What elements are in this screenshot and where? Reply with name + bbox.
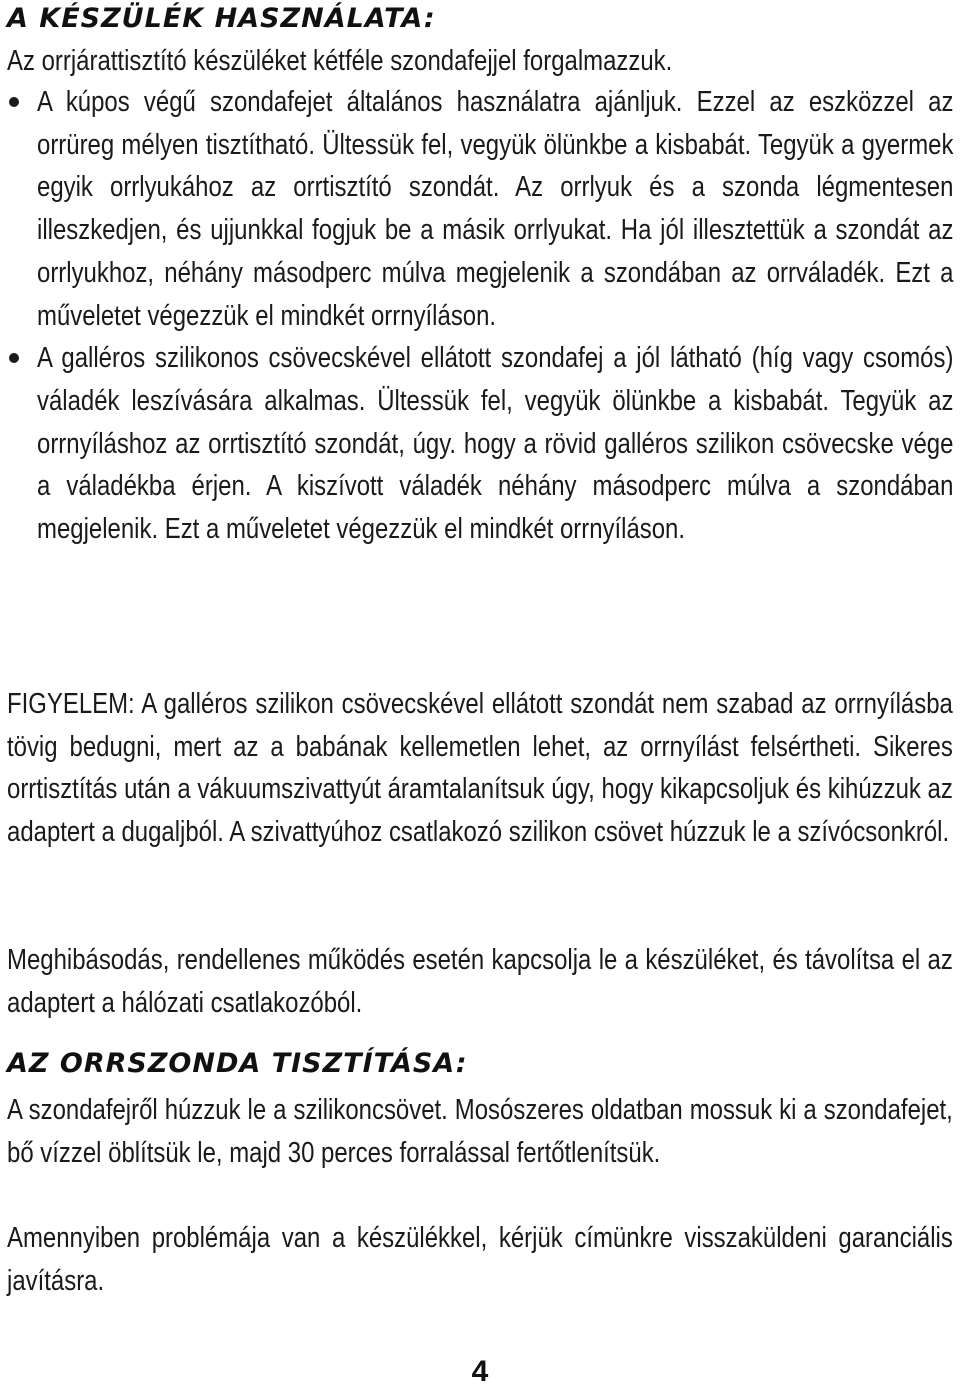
bullet-item-conical-probe [7,81,953,337]
usage-intro-block [7,40,953,83]
malfunction-text: Meghibásodás, rendellenes működés esetén kapcsolja le a készüléket, és távolítsa el az adaptert a hálózati csatlakozóból. [7,944,953,1019]
warning-block [7,683,953,854]
bullet-dot-icon [9,353,19,363]
cleaning-block [7,1089,953,1174]
return-note-block [7,1217,953,1302]
page-number: 4 [471,1355,489,1388]
malfunction-block [7,939,953,1024]
cleaning-heading: AZ ORRSZONDA TISZTÍTÁSA: [7,1048,468,1079]
usage-intro-text: Az orrjárattisztító készüléket kétféle szondafejjel forgalmazzuk. [7,45,673,77]
bullet-dot-icon [9,97,19,107]
bullet-item-collar-probe [7,337,953,551]
usage-heading: A KÉSZÜLÉK HASZNÁLATA: [7,3,436,34]
warning-text: FIGYELEM: A galléros szilikon csövecskével ellátott szondát nem szabad az orrnyílásba tövig bedugni, mert az a babának kellemetlen lehet, az orrnyílást felsértheti. Sikeres orrtisztítás után a vákuumszivattyút áramtalanítsuk úgy, hogy kikapcsoljuk és kihúzzuk az adaptert a dugaljból. A szivattyúhoz csatlakozó szilikon csövet húzzuk le a szívócsonkról. [7,688,953,849]
cleaning-text: A szondafejről húzzuk le a szilikoncsövet. Mosószeres oldatban mossuk ki a szondafejet, bő vízzel öblítsük le, majd 30 perces forralással fertőtlenítsük. [7,1094,953,1169]
bullet-text-collar-probe: A galléros szilikonos csövecskével ellátott szondafej a jól látható (híg vagy csomós) váladék leszívására alkalmas. Ültessük fel, vegyük ölünkbe a kisbabát. Tegyük az orrnyíláshoz az orrtisztító szondát, úgy. hogy a rövid galléros szilikon csövecske vége a váladékba érjen. A kiszívott váladék néhány másodperc múlva a szondában megjelenik. Ezt a műveletet végezzük el mindkét orrnyíláson. [37,342,954,546]
usage-bullet-list [7,81,953,551]
bullet-text-conical-probe: A kúpos végű szondafejet általános használatra ajánljuk. Ezzel az eszközzel az orrüreg mélyen tisztítható. Ültessük fel, vegyük ölünkbe a kisbabát. Tegyük a gyermek egyik orrlyukához az orrtisztító szondát. Az orrlyuk és a szonda légmentesen illeszkedjen, és ujjunkkal fogjuk be a másik orrlyukat. Ha jól illesztettük a szondát az orrlyukhoz, néhány másodperc múlva megjelenik a szondában az orrváladék. Ezt a műveletet végezzük el mindkét orrnyíláson. [37,86,954,332]
return-note-text: Amennyiben problémája van a készülékkel, kérjük címünkre visszaküldeni garanciális javításra. [7,1222,953,1297]
